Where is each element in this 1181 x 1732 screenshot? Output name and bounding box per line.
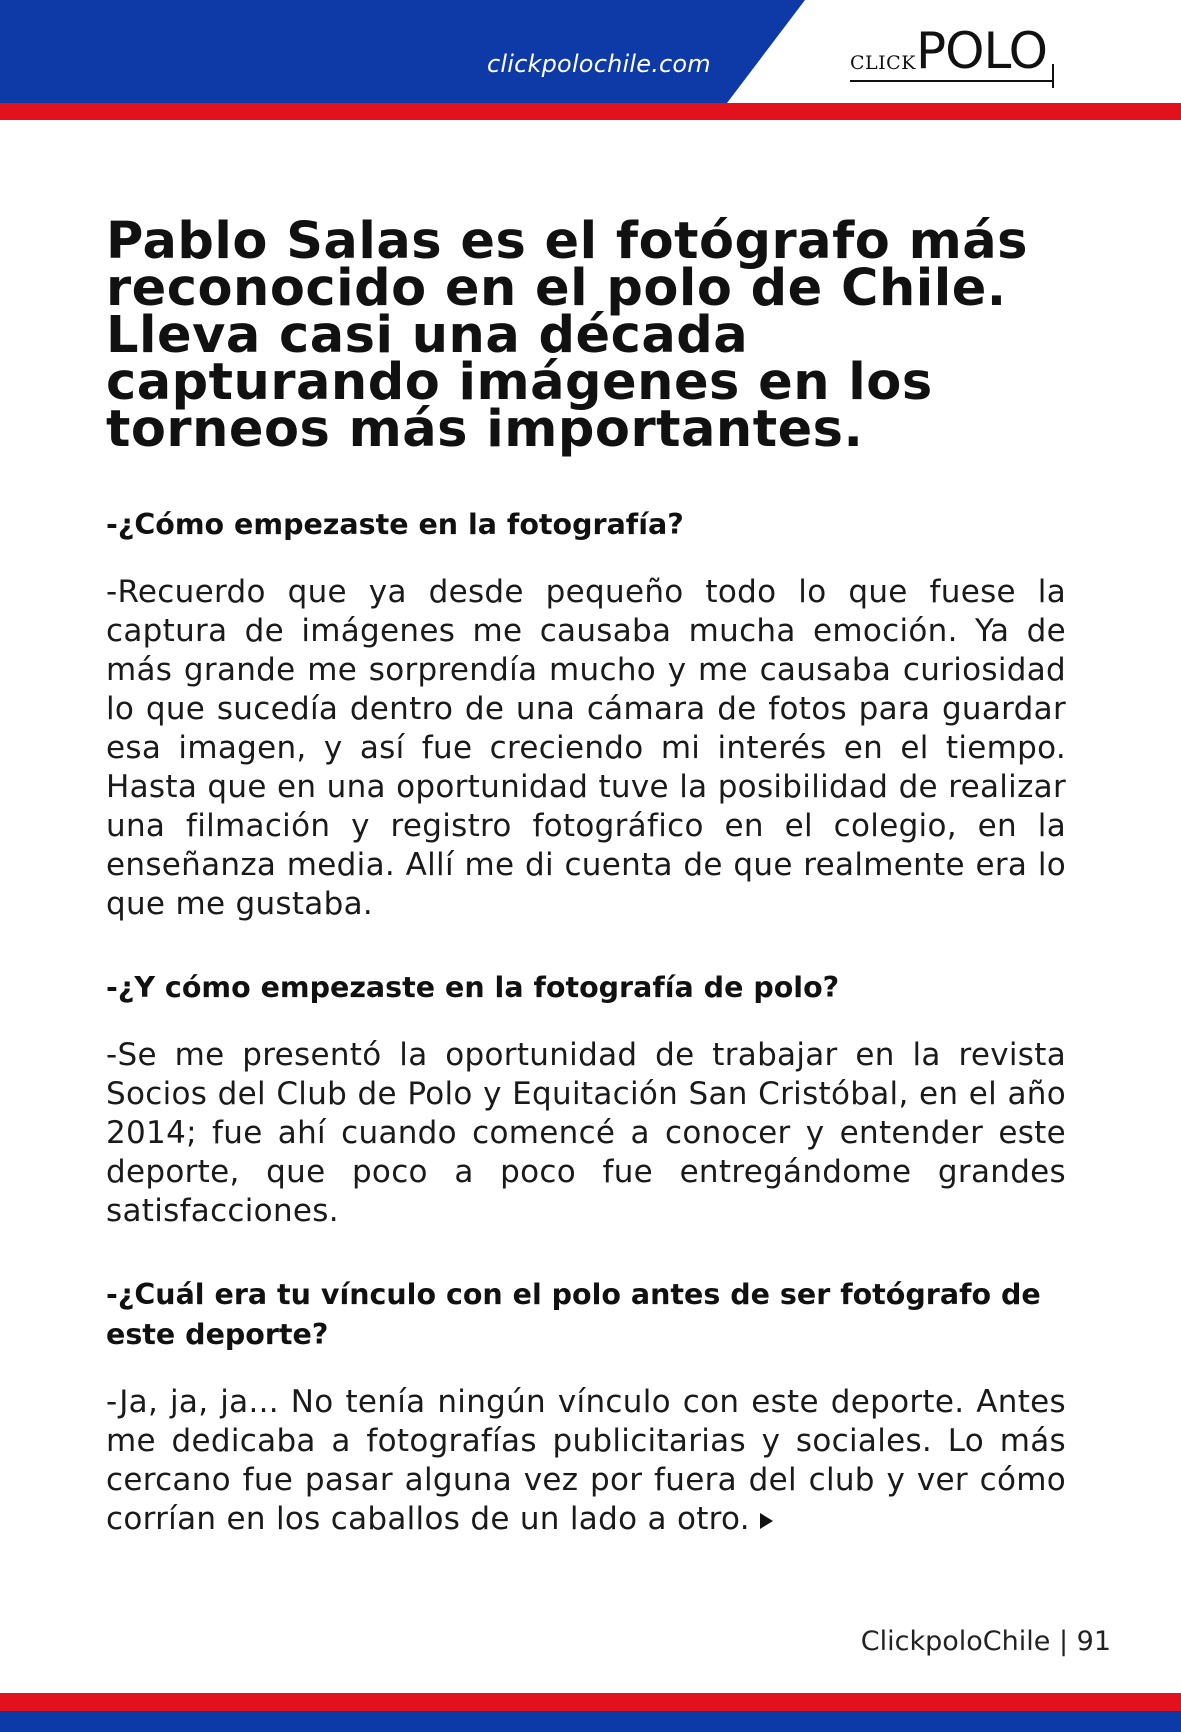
page-header	[0, 0, 1181, 122]
logo-underline	[850, 80, 1054, 82]
footer-blue-stripe	[0, 1711, 1181, 1732]
qa-block-3	[106, 1275, 1066, 1539]
clickpolo-logo	[850, 24, 1060, 94]
header-red-stripe	[0, 103, 1181, 120]
continue-arrow-icon	[760, 1513, 773, 1529]
question-3: -¿Cuál era tu vínculo con el polo antes de ser fotógrafo de este deporte?	[106, 1278, 1041, 1351]
page-number-label: ClickpoloChile | 91	[860, 1626, 1111, 1657]
article-content	[106, 212, 1066, 1583]
question-2: -¿Y cómo empezaste en la fotografía de polo?	[106, 971, 840, 1004]
logo-vertical-mark	[1052, 64, 1054, 88]
qa-block-1	[106, 505, 1066, 924]
answer-3-text: -Ja, ja, ja... No tenía ningún vínculo con este deporte. Antes me dedicaba a fotografías publicitarias y sociales. Lo más cercano fue pasar alguna vez por fuera del club y ver cómo corrían en los caballos de un lado a otro.	[106, 1384, 1066, 1537]
footer-red-stripe	[0, 1693, 1181, 1711]
logo-click-text: CLICK	[850, 52, 916, 74]
question-1: -¿Cómo empezaste en la fotografía?	[106, 508, 684, 541]
logo-polo-text: POLO	[916, 22, 1047, 80]
qa-block-2	[106, 968, 1066, 1231]
article-headline: Pablo Salas es el fotógrafo más reconocido en el polo de Chile. Lleva casi una década capturando imágenes en los torneos más importantes.	[106, 212, 1028, 459]
answer-3	[106, 1383, 1066, 1539]
answer-2: -Se me presentó la oportunidad de trabajar en la revista Socios del Club de Polo y Equitación San Cristóbal, en el año 2014; fue ahí cuando comencé a conocer y entender este deporte, que poco a poco fue entregándome grandes satisfacciones.	[106, 1037, 1066, 1229]
site-url: clickpolochile.com	[487, 50, 711, 78]
answer-1: -Recuerdo que ya desde pequeño todo lo que fuese la captura de imágenes me causaba mucha emoción. Ya de más grande me sorprendía mucho y me causaba curiosidad lo que sucedía dentro de una cámara de fotos para guardar esa imagen, y así fue creciendo mi interés en el tiempo. Hasta que en una oportunidad tuve la posibilidad de realizar una filmación y registro fotográfico en el colegio, en la enseñanza media. Allí me di cuenta de que realmente era lo que me gustaba.	[106, 574, 1066, 922]
